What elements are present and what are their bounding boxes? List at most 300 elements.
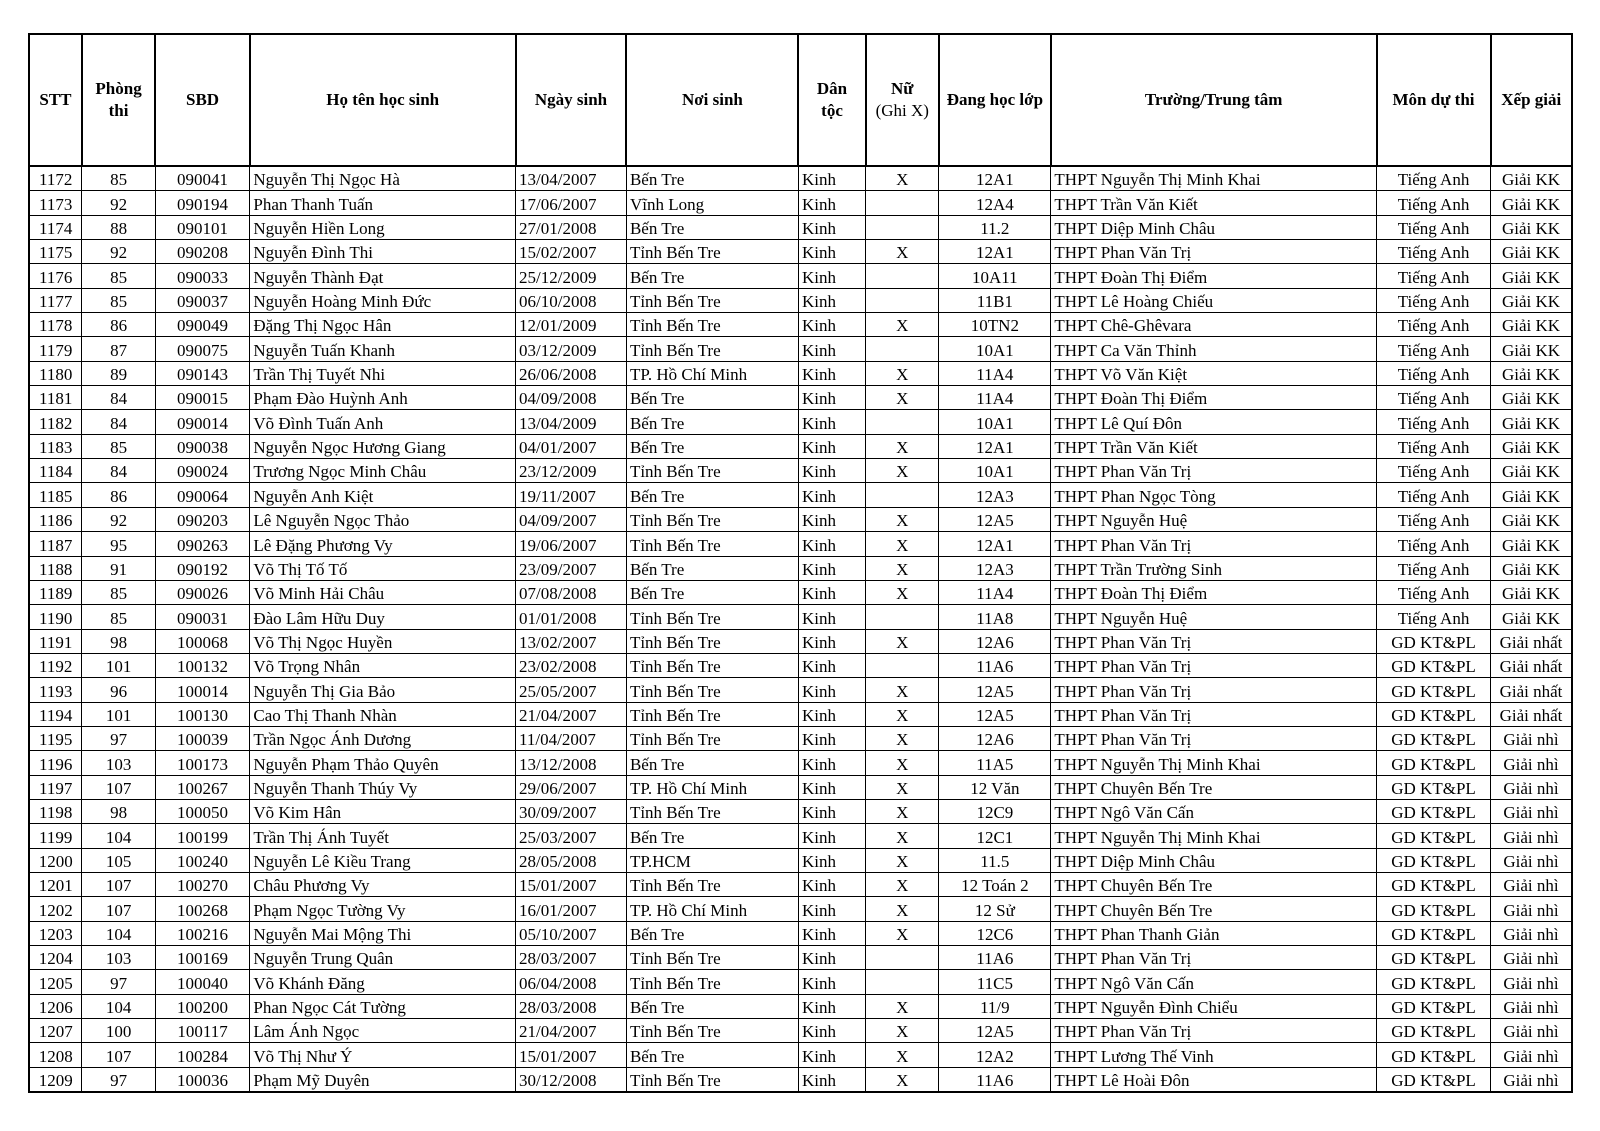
cell-stt: 1209 — [29, 1067, 82, 1092]
cell-stt: 1192 — [29, 653, 82, 677]
cell-sbd: 100284 — [155, 1043, 250, 1067]
cell-ethnicity: Kinh — [798, 921, 865, 945]
cell-female: X — [866, 775, 939, 799]
cell-sbd: 090037 — [155, 288, 250, 312]
cell-name: Phan Thanh Tuấn — [250, 191, 516, 215]
cell-name: Châu Phương Vy — [250, 872, 516, 896]
cell-sbd: 100267 — [155, 775, 250, 799]
cell-subject: GD KT&PL — [1377, 1019, 1491, 1043]
cell-subject: GD KT&PL — [1377, 921, 1491, 945]
cell-class: 11A8 — [939, 605, 1051, 629]
cell-sbd: 090143 — [155, 361, 250, 385]
cell-room: 105 — [82, 848, 155, 872]
cell-birthplace: Bến Tre — [626, 824, 798, 848]
table-row — [29, 1043, 1572, 1067]
cell-birthplace: Bến Tre — [626, 434, 798, 458]
cell-school: THPT Đoàn Thị Điểm — [1051, 386, 1377, 410]
cell-stt: 1178 — [29, 313, 82, 337]
cell-prize: Giải nhì — [1491, 1067, 1572, 1092]
cell-female — [866, 946, 939, 970]
table-row — [29, 653, 1572, 677]
cell-name: Trần Ngọc Ánh Dương — [250, 726, 516, 750]
cell-subject: Tiếng Anh — [1377, 191, 1491, 215]
cell-class: 12A5 — [939, 702, 1051, 726]
cell-prize: Giải nhì — [1491, 775, 1572, 799]
cell-stt: 1199 — [29, 824, 82, 848]
cell-school: THPT Lương Thế Vinh — [1051, 1043, 1377, 1067]
cell-dob: 04/01/2007 — [516, 434, 627, 458]
cell-class: 12 Sử — [939, 897, 1051, 921]
cell-ethnicity: Kinh — [798, 166, 865, 191]
cell-school: THPT Chuyên Bến Tre — [1051, 775, 1377, 799]
cell-stt: 1194 — [29, 702, 82, 726]
cell-birthplace: Bến Tre — [626, 386, 798, 410]
cell-subject: GD KT&PL — [1377, 848, 1491, 872]
cell-birthplace: Tỉnh Bến Tre — [626, 799, 798, 823]
cell-class: 12A1 — [939, 166, 1051, 191]
cell-class: 12A3 — [939, 556, 1051, 580]
cell-birthplace: TP. Hồ Chí Minh — [626, 897, 798, 921]
cell-female: X — [866, 824, 939, 848]
cell-ethnicity: Kinh — [798, 799, 865, 823]
cell-subject: GD KT&PL — [1377, 824, 1491, 848]
cell-female: X — [866, 872, 939, 896]
cell-ethnicity: Kinh — [798, 556, 865, 580]
cell-class: 11B1 — [939, 288, 1051, 312]
cell-room: 84 — [82, 459, 155, 483]
table-row — [29, 361, 1572, 385]
cell-school: THPT Đoàn Thị Điểm — [1051, 580, 1377, 604]
cell-female: X — [866, 532, 939, 556]
cell-ethnicity: Kinh — [798, 970, 865, 994]
cell-room: 85 — [82, 264, 155, 288]
cell-class: 12A2 — [939, 1043, 1051, 1067]
cell-name: Nguyễn Anh Kiệt — [250, 483, 516, 507]
cell-subject: GD KT&PL — [1377, 994, 1491, 1018]
cell-subject: GD KT&PL — [1377, 872, 1491, 896]
cell-dob: 13/04/2007 — [516, 166, 627, 191]
cell-class: 12A1 — [939, 532, 1051, 556]
cell-room: 91 — [82, 556, 155, 580]
table-row — [29, 751, 1572, 775]
cell-subject: Tiếng Anh — [1377, 605, 1491, 629]
cell-birthplace: Tỉnh Bến Tre — [626, 459, 798, 483]
cell-dob: 04/09/2008 — [516, 386, 627, 410]
cell-sbd: 100036 — [155, 1067, 250, 1092]
cell-subject: GD KT&PL — [1377, 1067, 1491, 1092]
cell-stt: 1204 — [29, 946, 82, 970]
table-row — [29, 970, 1572, 994]
cell-school: THPT Lê Quí Đôn — [1051, 410, 1377, 434]
cell-class: 12C1 — [939, 824, 1051, 848]
cell-female: X — [866, 678, 939, 702]
cell-birthplace: Tỉnh Bến Tre — [626, 629, 798, 653]
cell-class: 11A6 — [939, 1067, 1051, 1092]
header-ethnicity — [798, 34, 865, 166]
cell-sbd: 100200 — [155, 994, 250, 1018]
header-ethnicity-line2: tộc — [821, 101, 843, 120]
cell-room: 104 — [82, 994, 155, 1018]
cell-name: Nguyễn Lê Kiều Trang — [250, 848, 516, 872]
cell-dob: 03/12/2009 — [516, 337, 627, 361]
table-body — [29, 166, 1572, 1092]
table-row — [29, 337, 1572, 361]
table-row — [29, 240, 1572, 264]
cell-school: THPT Trần Văn Kiết — [1051, 434, 1377, 458]
cell-dob: 17/06/2007 — [516, 191, 627, 215]
cell-subject: Tiếng Anh — [1377, 532, 1491, 556]
cell-class: 12A5 — [939, 678, 1051, 702]
cell-room: 87 — [82, 337, 155, 361]
cell-dob: 19/06/2007 — [516, 532, 627, 556]
cell-name: Cao Thị Thanh Nhàn — [250, 702, 516, 726]
cell-room: 86 — [82, 313, 155, 337]
cell-stt: 1196 — [29, 751, 82, 775]
cell-class: 11A5 — [939, 751, 1051, 775]
cell-name: Võ Thị Tố Tố — [250, 556, 516, 580]
cell-female: X — [866, 751, 939, 775]
header-sbd — [155, 34, 250, 166]
cell-ethnicity: Kinh — [798, 872, 865, 896]
cell-birthplace: Bến Tre — [626, 215, 798, 239]
cell-school: THPT Phan Thanh Giản — [1051, 921, 1377, 945]
cell-class: 11A6 — [939, 946, 1051, 970]
cell-birthplace: Tỉnh Bến Tre — [626, 970, 798, 994]
cell-prize: Giải nhì — [1491, 824, 1572, 848]
cell-ethnicity: Kinh — [798, 1067, 865, 1092]
cell-dob: 19/11/2007 — [516, 483, 627, 507]
cell-sbd: 090049 — [155, 313, 250, 337]
cell-dob: 06/10/2008 — [516, 288, 627, 312]
cell-stt: 1176 — [29, 264, 82, 288]
cell-birthplace: Tỉnh Bến Tre — [626, 946, 798, 970]
cell-class: 10A1 — [939, 337, 1051, 361]
header-birthplace-label: Nơi sinh — [681, 90, 743, 109]
cell-female: X — [866, 580, 939, 604]
cell-subject: Tiếng Anh — [1377, 459, 1491, 483]
cell-class: 11.5 — [939, 848, 1051, 872]
cell-sbd: 090026 — [155, 580, 250, 604]
cell-female — [866, 337, 939, 361]
cell-prize: Giải KK — [1491, 483, 1572, 507]
cell-sbd: 090031 — [155, 605, 250, 629]
cell-name: Nguyễn Thị Ngọc Hà — [250, 166, 516, 191]
cell-birthplace: Bến Tre — [626, 921, 798, 945]
cell-prize: Giải nhì — [1491, 994, 1572, 1018]
cell-sbd: 090033 — [155, 264, 250, 288]
table-row — [29, 775, 1572, 799]
cell-sbd: 100014 — [155, 678, 250, 702]
cell-stt: 1184 — [29, 459, 82, 483]
cell-school: THPT Nguyễn Thị Minh Khai — [1051, 166, 1377, 191]
cell-class: 12A5 — [939, 507, 1051, 531]
cell-dob: 29/06/2007 — [516, 775, 627, 799]
cell-school: THPT Phan Văn Trị — [1051, 459, 1377, 483]
cell-room: 85 — [82, 580, 155, 604]
header-dob — [516, 34, 627, 166]
cell-ethnicity: Kinh — [798, 386, 865, 410]
table-row — [29, 507, 1572, 531]
cell-stt: 1183 — [29, 434, 82, 458]
cell-dob: 12/01/2009 — [516, 313, 627, 337]
cell-room: 97 — [82, 970, 155, 994]
cell-room: 107 — [82, 872, 155, 896]
cell-room: 104 — [82, 824, 155, 848]
header-stt — [29, 34, 82, 166]
cell-school: THPT Phan Văn Trị — [1051, 240, 1377, 264]
cell-ethnicity: Kinh — [798, 824, 865, 848]
cell-dob: 25/12/2009 — [516, 264, 627, 288]
cell-room: 86 — [82, 483, 155, 507]
cell-name: Võ Thị Ngọc Huyền — [250, 629, 516, 653]
cell-subject: GD KT&PL — [1377, 946, 1491, 970]
cell-prize: Giải nhì — [1491, 799, 1572, 823]
cell-female: X — [866, 994, 939, 1018]
cell-ethnicity: Kinh — [798, 897, 865, 921]
cell-stt: 1175 — [29, 240, 82, 264]
cell-birthplace: Bến Tre — [626, 483, 798, 507]
cell-prize: Giải nhì — [1491, 848, 1572, 872]
cell-sbd: 090064 — [155, 483, 250, 507]
cell-female — [866, 653, 939, 677]
cell-ethnicity: Kinh — [798, 459, 865, 483]
table-row — [29, 410, 1572, 434]
cell-class: 11A4 — [939, 386, 1051, 410]
cell-room: 107 — [82, 775, 155, 799]
cell-dob: 21/04/2007 — [516, 702, 627, 726]
cell-prize: Giải nhất — [1491, 678, 1572, 702]
cell-ethnicity: Kinh — [798, 653, 865, 677]
cell-female: X — [866, 629, 939, 653]
cell-stt: 1195 — [29, 726, 82, 750]
cell-ethnicity: Kinh — [798, 240, 865, 264]
cell-class: 10A1 — [939, 459, 1051, 483]
cell-ethnicity: Kinh — [798, 191, 865, 215]
cell-stt: 1193 — [29, 678, 82, 702]
cell-name: Võ Khánh Đăng — [250, 970, 516, 994]
cell-name: Nguyễn Phạm Thảo Quyên — [250, 751, 516, 775]
cell-stt: 1208 — [29, 1043, 82, 1067]
cell-name: Võ Thị Như Ý — [250, 1043, 516, 1067]
table-row — [29, 166, 1572, 191]
cell-subject: Tiếng Anh — [1377, 288, 1491, 312]
table-row — [29, 799, 1572, 823]
header-class-label: Đang học lớp — [946, 90, 1044, 109]
cell-room: 95 — [82, 532, 155, 556]
cell-subject: Tiếng Anh — [1377, 337, 1491, 361]
cell-birthplace: Tỉnh Bến Tre — [626, 678, 798, 702]
cell-subject: Tiếng Anh — [1377, 507, 1491, 531]
cell-female: X — [866, 1043, 939, 1067]
header-stt-label: STT — [39, 90, 72, 109]
cell-female: X — [866, 459, 939, 483]
cell-name: Phan Ngọc Cát Tường — [250, 994, 516, 1018]
cell-school: THPT Nguyễn Thị Minh Khai — [1051, 824, 1377, 848]
cell-female: X — [866, 1019, 939, 1043]
cell-ethnicity: Kinh — [798, 288, 865, 312]
cell-school: THPT Phan Văn Trị — [1051, 678, 1377, 702]
cell-subject: Tiếng Anh — [1377, 580, 1491, 604]
cell-dob: 15/02/2007 — [516, 240, 627, 264]
cell-birthplace: Tỉnh Bến Tre — [626, 288, 798, 312]
cell-school: THPT Chuyên Bến Tre — [1051, 897, 1377, 921]
header-subject-label: Môn dự thi — [1392, 90, 1475, 109]
cell-name: Trương Ngọc Minh Châu — [250, 459, 516, 483]
cell-ethnicity: Kinh — [798, 1043, 865, 1067]
cell-sbd: 100039 — [155, 726, 250, 750]
cell-subject: GD KT&PL — [1377, 629, 1491, 653]
cell-stt: 1181 — [29, 386, 82, 410]
cell-prize: Giải KK — [1491, 288, 1572, 312]
table-row — [29, 434, 1572, 458]
cell-name: Lê Nguyễn Ngọc Thảo — [250, 507, 516, 531]
cell-stt: 1203 — [29, 921, 82, 945]
cell-prize: Giải nhì — [1491, 872, 1572, 896]
cell-sbd: 090192 — [155, 556, 250, 580]
cell-dob: 01/01/2008 — [516, 605, 627, 629]
table-row — [29, 1067, 1572, 1092]
cell-prize: Giải nhì — [1491, 897, 1572, 921]
cell-room: 107 — [82, 897, 155, 921]
cell-female: X — [866, 702, 939, 726]
cell-prize: Giải KK — [1491, 166, 1572, 191]
cell-room: 104 — [82, 921, 155, 945]
cell-school: THPT Phan Ngọc Tòng — [1051, 483, 1377, 507]
cell-school: THPT Trần Văn Kiết — [1051, 191, 1377, 215]
cell-dob: 16/01/2007 — [516, 897, 627, 921]
cell-ethnicity: Kinh — [798, 507, 865, 531]
cell-dob: 23/12/2009 — [516, 459, 627, 483]
header-room-line2: thi — [108, 101, 129, 120]
header-room-line1: Phòng — [95, 79, 142, 98]
cell-name: Phạm Đào Huỳnh Anh — [250, 386, 516, 410]
cell-subject: GD KT&PL — [1377, 726, 1491, 750]
cell-room: 85 — [82, 605, 155, 629]
cell-stt: 1187 — [29, 532, 82, 556]
cell-ethnicity: Kinh — [798, 361, 865, 385]
cell-prize: Giải nhì — [1491, 970, 1572, 994]
cell-birthplace: Vĩnh Long — [626, 191, 798, 215]
cell-dob: 15/01/2007 — [516, 1043, 627, 1067]
cell-ethnicity: Kinh — [798, 775, 865, 799]
cell-room: 107 — [82, 1043, 155, 1067]
cell-class: 12A6 — [939, 629, 1051, 653]
cell-prize: Giải KK — [1491, 580, 1572, 604]
cell-class: 12C9 — [939, 799, 1051, 823]
cell-stt: 1197 — [29, 775, 82, 799]
cell-birthplace: Tỉnh Bến Tre — [626, 1019, 798, 1043]
cell-name: Nguyễn Tuấn Khanh — [250, 337, 516, 361]
cell-ethnicity: Kinh — [798, 605, 865, 629]
cell-class: 12A4 — [939, 191, 1051, 215]
header-subject — [1377, 34, 1491, 166]
table-row — [29, 726, 1572, 750]
cell-ethnicity: Kinh — [798, 580, 865, 604]
cell-class: 12A6 — [939, 726, 1051, 750]
cell-sbd: 090038 — [155, 434, 250, 458]
cell-school: THPT Phan Văn Trị — [1051, 1019, 1377, 1043]
cell-dob: 07/08/2008 — [516, 580, 627, 604]
cell-birthplace: Tỉnh Bến Tre — [626, 337, 798, 361]
cell-name: Trần Thị Ánh Tuyết — [250, 824, 516, 848]
cell-female — [866, 483, 939, 507]
cell-class: 12C6 — [939, 921, 1051, 945]
cell-ethnicity: Kinh — [798, 313, 865, 337]
cell-room: 92 — [82, 191, 155, 215]
cell-subject: Tiếng Anh — [1377, 386, 1491, 410]
cell-prize: Giải nhì — [1491, 946, 1572, 970]
cell-birthplace: Bến Tre — [626, 410, 798, 434]
header-room — [82, 34, 155, 166]
cell-sbd: 100050 — [155, 799, 250, 823]
cell-sbd: 100216 — [155, 921, 250, 945]
cell-stt: 1189 — [29, 580, 82, 604]
cell-prize: Giải nhì — [1491, 751, 1572, 775]
cell-name: Nguyễn Thị Gia Bảo — [250, 678, 516, 702]
cell-dob: 11/04/2007 — [516, 726, 627, 750]
cell-birthplace: Tỉnh Bến Tre — [626, 507, 798, 531]
cell-stt: 1188 — [29, 556, 82, 580]
cell-dob: 26/06/2008 — [516, 361, 627, 385]
cell-name: Nguyễn Mai Mộng Thi — [250, 921, 516, 945]
cell-birthplace: TP.HCM — [626, 848, 798, 872]
cell-class: 12A1 — [939, 240, 1051, 264]
cell-school: THPT Chuyên Bến Tre — [1051, 872, 1377, 896]
cell-stt: 1190 — [29, 605, 82, 629]
cell-ethnicity: Kinh — [798, 410, 865, 434]
cell-dob: 21/04/2007 — [516, 1019, 627, 1043]
cell-sbd: 100270 — [155, 872, 250, 896]
cell-class: 12A3 — [939, 483, 1051, 507]
cell-class: 11A4 — [939, 361, 1051, 385]
header-school — [1051, 34, 1377, 166]
cell-school: THPT Ngô Văn Cấn — [1051, 970, 1377, 994]
cell-dob: 23/02/2008 — [516, 653, 627, 677]
cell-room: 103 — [82, 946, 155, 970]
cell-birthplace: TP. Hồ Chí Minh — [626, 361, 798, 385]
cell-class: 12A1 — [939, 434, 1051, 458]
cell-stt: 1185 — [29, 483, 82, 507]
cell-prize: Giải KK — [1491, 410, 1572, 434]
cell-subject: GD KT&PL — [1377, 678, 1491, 702]
table-row — [29, 264, 1572, 288]
table-row — [29, 1019, 1572, 1043]
cell-dob: 30/09/2007 — [516, 799, 627, 823]
cell-ethnicity: Kinh — [798, 1019, 865, 1043]
cell-subject: GD KT&PL — [1377, 799, 1491, 823]
cell-prize: Giải nhì — [1491, 921, 1572, 945]
cell-name: Nguyễn Hiền Long — [250, 215, 516, 239]
cell-room: 85 — [82, 288, 155, 312]
cell-sbd: 100132 — [155, 653, 250, 677]
cell-sbd: 100040 — [155, 970, 250, 994]
cell-room: 101 — [82, 653, 155, 677]
cell-room: 89 — [82, 361, 155, 385]
cell-ethnicity: Kinh — [798, 751, 865, 775]
table-row — [29, 288, 1572, 312]
cell-school: THPT Phan Văn Trị — [1051, 532, 1377, 556]
cell-subject: GD KT&PL — [1377, 751, 1491, 775]
cell-school: THPT Phan Văn Trị — [1051, 629, 1377, 653]
cell-female — [866, 215, 939, 239]
cell-ethnicity: Kinh — [798, 678, 865, 702]
cell-class: 11/9 — [939, 994, 1051, 1018]
table-row — [29, 702, 1572, 726]
cell-female: X — [866, 166, 939, 191]
cell-prize: Giải KK — [1491, 215, 1572, 239]
cell-ethnicity: Kinh — [798, 994, 865, 1018]
cell-female: X — [866, 799, 939, 823]
